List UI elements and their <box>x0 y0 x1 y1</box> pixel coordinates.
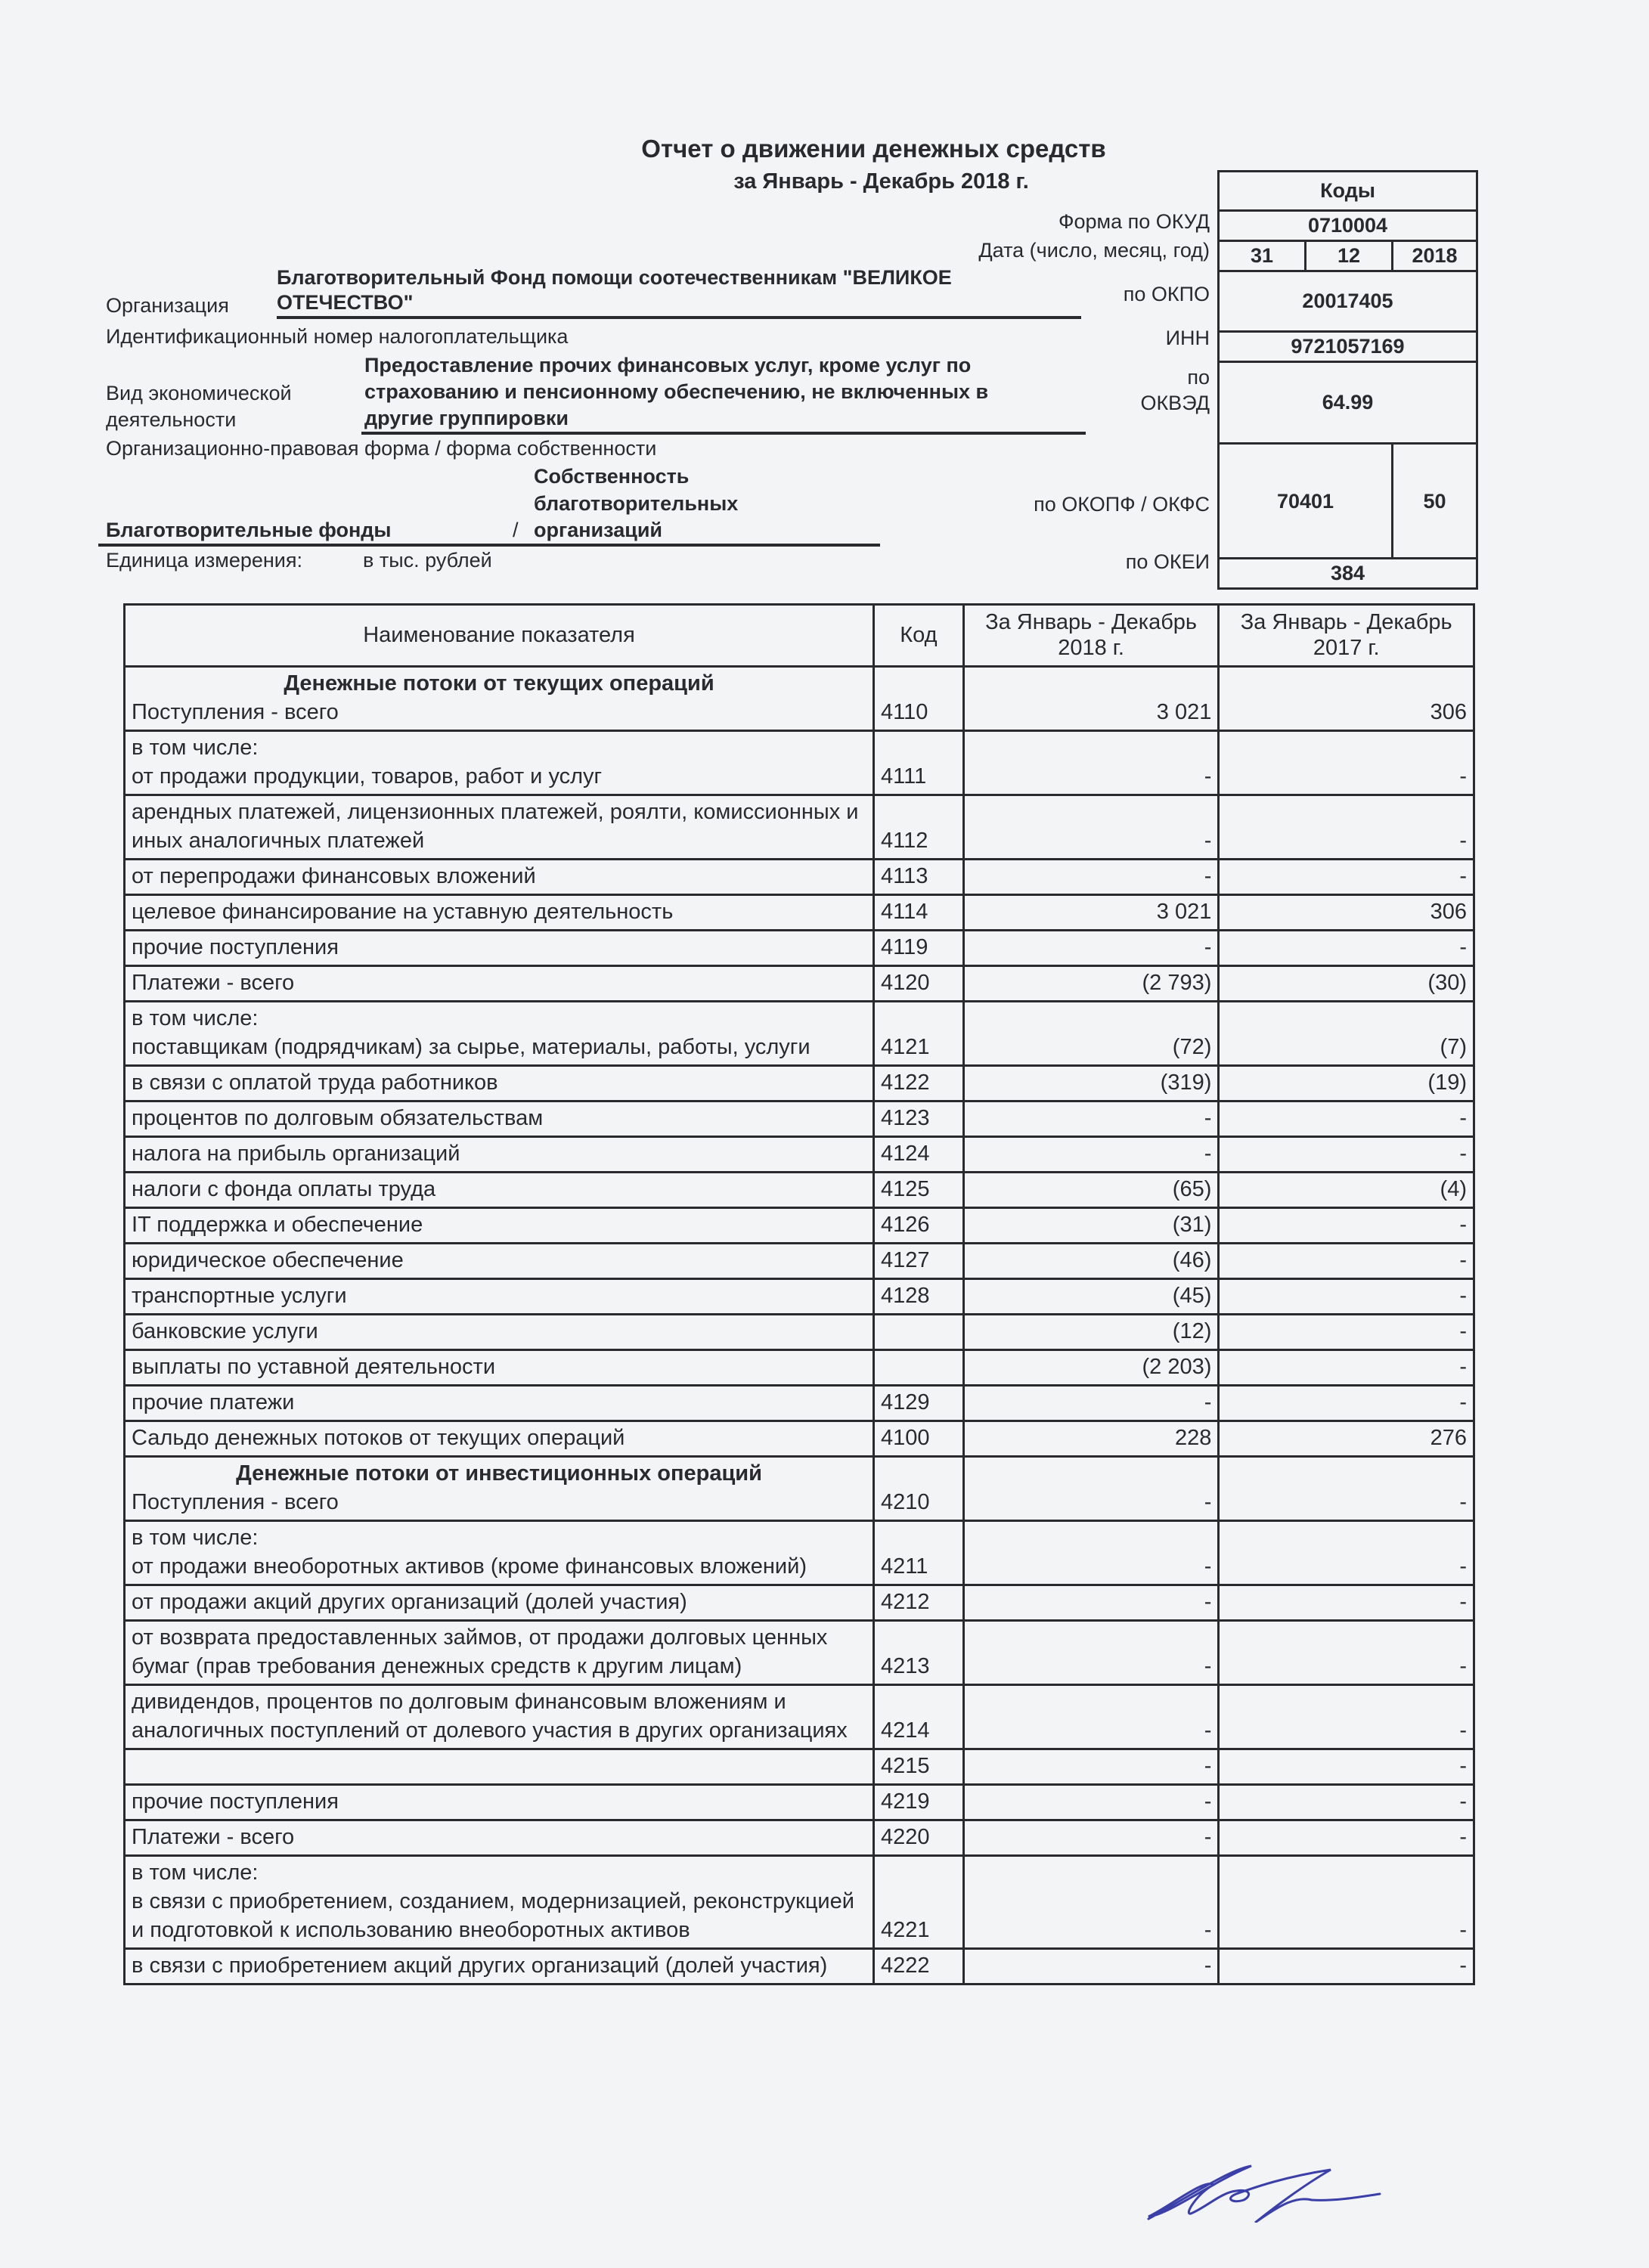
cell-2017: - <box>1219 1208 1474 1244</box>
cell-code: 4125 <box>874 1173 964 1208</box>
cell-2018: - <box>963 1101 1219 1137</box>
row-label: от продажи продукции, товаров, работ и услуг <box>132 764 603 789</box>
cell-2018: - <box>963 860 1219 895</box>
cell-2017: - <box>1219 1585 1474 1621</box>
cell-2018: - <box>963 1386 1219 1421</box>
table-row <box>125 1421 1474 1457</box>
cell-2018: (2 793) <box>963 966 1219 1002</box>
cell-code: 4110 <box>874 667 964 731</box>
cell-code: 4212 <box>874 1585 964 1621</box>
cell-2017: - <box>1219 1457 1474 1521</box>
table-row <box>125 1315 1474 1350</box>
cell-name <box>125 731 874 795</box>
cell-code: 4122 <box>874 1066 964 1101</box>
row-label: в связи с оплатой труда работников <box>132 1070 498 1095</box>
cell-2018: - <box>963 1457 1219 1521</box>
cell-2018: 3 021 <box>963 667 1219 731</box>
row-label: Платежи - всего <box>132 1825 295 1849</box>
cell-2017: - <box>1219 931 1474 966</box>
cell-2017: - <box>1219 1521 1474 1585</box>
table-row <box>125 1621 1474 1685</box>
inn-value: 9721057169 <box>1219 332 1477 362</box>
table-row <box>125 1856 1474 1949</box>
date-year: 2018 <box>1393 241 1477 271</box>
row-label: выплаты по уставной деятельности <box>132 1355 496 1379</box>
cell-code <box>874 1350 964 1386</box>
cell-2017: - <box>1219 1749 1474 1785</box>
cell-code: 4127 <box>874 1244 964 1279</box>
cell-2017: - <box>1219 1137 1474 1173</box>
section-title: Денежные потоки от инвестиционных операций <box>236 1461 762 1486</box>
cell-2017: - <box>1219 860 1474 895</box>
row-label: налоги с фонда оплаты труда <box>132 1177 436 1201</box>
cell-code: 4215 <box>874 1749 964 1785</box>
org-name-line2: ОТЕЧЕСТВО" <box>277 291 1081 319</box>
legal-form-value <box>98 519 880 547</box>
cell-2017: (19) <box>1219 1066 1474 1101</box>
cell-name <box>125 1350 874 1386</box>
cell-name <box>125 667 874 731</box>
table-row <box>125 1820 1474 1856</box>
table-row <box>125 1785 1474 1820</box>
cell-name <box>125 1244 874 1279</box>
cell-code: 4126 <box>874 1208 964 1244</box>
table-row <box>125 1244 1474 1279</box>
cell-2018: - <box>963 1621 1219 1685</box>
cell-2017: - <box>1219 795 1474 860</box>
cell-code: 4220 <box>874 1820 964 1856</box>
cell-code: 4111 <box>874 731 964 795</box>
row-label: Сальдо денежных потоков от текущих операций <box>132 1426 625 1450</box>
row-label: Поступления - всего <box>132 700 339 724</box>
cell-2018: (12) <box>963 1315 1219 1350</box>
row-label: целевое финансирование на уставную деятельность <box>132 900 674 924</box>
cell-code: 4211 <box>874 1521 964 1585</box>
date-month: 12 <box>1306 241 1393 271</box>
row-label: налога на прибыль организаций <box>132 1142 460 1166</box>
table-body <box>125 667 1474 1984</box>
cell-code: 4114 <box>874 895 964 931</box>
unit-value: в тыс. рублей <box>363 549 492 572</box>
cell-name <box>125 1820 874 1856</box>
row-label: в связи с приобретением акций других организаций (долей участия) <box>132 1954 828 1978</box>
cell-name <box>125 931 874 966</box>
cell-2017: - <box>1219 731 1474 795</box>
table-row <box>125 795 1474 860</box>
row-label: от перепродажи финансовых вложений <box>132 864 536 888</box>
cell-2018: (72) <box>963 1002 1219 1066</box>
table-row <box>125 731 1474 795</box>
row-label: арендных платежей, лицензионных платежей, роялти, комиссионных и иных аналогичных платежей <box>132 800 859 853</box>
cell-code <box>874 1315 964 1350</box>
row-label: от продажи акций других организаций (долей участия) <box>132 1590 687 1614</box>
table-row <box>125 931 1474 966</box>
cell-code: 4219 <box>874 1785 964 1820</box>
cell-2018: (319) <box>963 1066 1219 1101</box>
cell-2018: (65) <box>963 1173 1219 1208</box>
cell-code: 4113 <box>874 860 964 895</box>
table-row <box>125 966 1474 1002</box>
okfs-value: 50 <box>1393 444 1477 559</box>
cell-2018: - <box>963 731 1219 795</box>
cell-2018: - <box>963 931 1219 966</box>
cell-code: 4214 <box>874 1685 964 1749</box>
table-row <box>125 1101 1474 1137</box>
row-label: от продажи внеоборотных активов (кроме финансовых вложений) <box>132 1554 807 1579</box>
cell-code: 4129 <box>874 1386 964 1421</box>
cell-name <box>125 1421 874 1457</box>
cell-2018: (46) <box>963 1244 1219 1279</box>
cell-name <box>125 1521 874 1585</box>
cell-name <box>125 1386 874 1421</box>
subitem-intro: в том числе: <box>132 736 259 760</box>
okopf-value: 70401 <box>1219 444 1393 559</box>
cell-code: 4128 <box>874 1279 964 1315</box>
cell-code: 4120 <box>874 966 964 1002</box>
subitem-intro: в том числе: <box>132 1861 259 1885</box>
cell-name <box>125 860 874 895</box>
table-row <box>125 1949 1474 1984</box>
cell-2017: - <box>1219 1315 1474 1350</box>
cell-name <box>125 966 874 1002</box>
okud-label: Форма по ОКУД <box>1058 210 1210 233</box>
row-label: дивидендов, процентов по долговым финансовым вложениям и аналогичных поступлений от долевого участия в других организациях <box>132 1690 848 1743</box>
cell-name <box>125 1856 874 1949</box>
row-label: прочие поступления <box>132 935 339 959</box>
legal-form-slash: / <box>513 519 519 541</box>
cell-2017: - <box>1219 1350 1474 1386</box>
col-header-2018: За Январь - Декабрь 2018 г. <box>963 605 1219 667</box>
cell-2017: - <box>1219 1386 1474 1421</box>
okpo-label: по ОКПО <box>1123 283 1210 305</box>
cell-2017: - <box>1219 1685 1474 1749</box>
ownership-line3: организаций <box>534 519 663 541</box>
cell-2018: 3 021 <box>963 895 1219 931</box>
cell-name <box>125 1208 874 1244</box>
cell-code: 4119 <box>874 931 964 966</box>
row-label: поставщикам (подрядчикам) за сырье, материалы, работы, услуги <box>132 1035 811 1059</box>
table-row <box>125 1002 1474 1066</box>
table-row <box>125 860 1474 895</box>
cell-name <box>125 1279 874 1315</box>
cell-name <box>125 1173 874 1208</box>
cell-name <box>125 1585 874 1621</box>
cell-code: 4121 <box>874 1002 964 1066</box>
subitem-intro: в том числе: <box>132 1526 259 1550</box>
cell-2017: - <box>1219 1244 1474 1279</box>
table-row <box>125 1173 1474 1208</box>
col-header-name: Наименование показателя <box>125 605 874 667</box>
row-label: банковские услуги <box>132 1319 318 1343</box>
cell-name <box>125 795 874 860</box>
table-row <box>125 1279 1474 1315</box>
cell-2018: - <box>963 1749 1219 1785</box>
cell-name <box>125 1949 874 1984</box>
date-label: Дата (число, месяц, год) <box>978 239 1210 262</box>
table-row <box>125 1457 1474 1521</box>
row-label: прочие платежи <box>132 1390 295 1414</box>
cell-code: 4221 <box>874 1856 964 1949</box>
cell-name <box>125 1101 874 1137</box>
cell-2017: - <box>1219 1949 1474 1984</box>
okved-value: 64.99 <box>1219 362 1477 444</box>
cell-name <box>125 1785 874 1820</box>
table-row <box>125 1685 1474 1749</box>
cell-name <box>125 1066 874 1101</box>
cell-2018: - <box>963 1856 1219 1949</box>
signature-icon <box>1138 2147 1395 2223</box>
legal-form-label: Организационно-правовая форма / форма собственности <box>106 437 657 460</box>
cell-2017: 276 <box>1219 1421 1474 1457</box>
okei-value: 384 <box>1219 559 1477 589</box>
row-label: прочие поступления <box>132 1789 339 1814</box>
cell-name <box>125 1621 874 1685</box>
cell-2018: 228 <box>963 1421 1219 1457</box>
subitem-intro: в том числе: <box>132 1006 259 1030</box>
table-row <box>125 1066 1474 1101</box>
cell-2018: - <box>963 1949 1219 1984</box>
cell-name <box>125 1457 874 1521</box>
table-row <box>125 1208 1474 1244</box>
cell-2018: (31) <box>963 1208 1219 1244</box>
cell-code: 4100 <box>874 1421 964 1457</box>
okei-label: по ОКЕИ <box>1125 550 1210 573</box>
cell-2018: - <box>963 1521 1219 1585</box>
cell-code: 4222 <box>874 1949 964 1984</box>
table-row <box>125 1585 1474 1621</box>
table-row <box>125 1137 1474 1173</box>
table-row <box>125 895 1474 931</box>
cell-2017: - <box>1219 1856 1474 1949</box>
row-label: от возврата предоставленных займов, от продажи долговых ценных бумаг (прав требования денежных средств к другим лицам) <box>132 1625 828 1678</box>
cash-flow-table <box>123 603 1475 1985</box>
okpo-value: 20017405 <box>1219 271 1477 332</box>
report-period: за Январь - Декабрь 2018 г. <box>733 169 1029 194</box>
cell-2017: - <box>1219 1621 1474 1685</box>
cell-2018: - <box>963 1820 1219 1856</box>
cell-2017: - <box>1219 1101 1474 1137</box>
cell-name <box>125 1137 874 1173</box>
legal-form: Благотворительные фонды <box>106 519 392 541</box>
row-label: транспортные услуги <box>132 1284 347 1308</box>
ownership-line2: благотворительных <box>534 492 739 515</box>
cell-2017: - <box>1219 1279 1474 1315</box>
row-label: IT поддержка и обеспечение <box>132 1213 423 1237</box>
cell-2018: - <box>963 1585 1219 1621</box>
codes-heading: Коды <box>1219 172 1477 211</box>
cell-2018: (45) <box>963 1279 1219 1315</box>
codes-box <box>1217 170 1478 590</box>
page-title: Отчет о движении денежных средств <box>641 135 1106 163</box>
cell-code: 4210 <box>874 1457 964 1521</box>
cell-2017: (7) <box>1219 1002 1474 1066</box>
cell-2018: (2 203) <box>963 1350 1219 1386</box>
cell-2018: - <box>963 1137 1219 1173</box>
row-label: Платежи - всего <box>132 971 295 995</box>
col-header-code: Код <box>874 605 964 667</box>
activity-label-2: деятельности <box>106 408 237 431</box>
row-label: юридическое обеспечение <box>132 1248 404 1272</box>
section-title: Денежные потоки от текущих операций <box>284 671 714 696</box>
cell-name <box>125 1315 874 1350</box>
row-label: процентов по долговым обязательствам <box>132 1106 544 1130</box>
cell-name <box>125 895 874 931</box>
okved-label-1: по <box>1187 366 1210 389</box>
org-name-line1: Благотворительный Фонд помощи соотечественникам "ВЕЛИКОЕ <box>277 266 952 289</box>
cell-name <box>125 1749 874 1785</box>
table-row <box>125 1386 1474 1421</box>
activity-label-1: Вид экономической <box>106 382 292 404</box>
cell-2018: - <box>963 1685 1219 1749</box>
date-day: 31 <box>1219 241 1306 271</box>
activity-line2: страхованию и пенсионному обеспечению, не включенных в <box>364 380 989 403</box>
cell-2017: (4) <box>1219 1173 1474 1208</box>
okopf-label: по ОКОПФ / ОКФС <box>1034 493 1210 516</box>
ownership-line1: Собственность <box>534 465 690 488</box>
cell-2018: - <box>963 1785 1219 1820</box>
cell-code: 4213 <box>874 1621 964 1685</box>
cell-name <box>125 1685 874 1749</box>
cell-code: 4124 <box>874 1137 964 1173</box>
inn-label: ИНН <box>1165 327 1210 349</box>
cell-2017: 306 <box>1219 667 1474 731</box>
cell-2017: (30) <box>1219 966 1474 1002</box>
activity-line1: Предоставление прочих финансовых услуг, кроме услуг по <box>364 354 972 376</box>
okud-value: 0710004 <box>1219 211 1477 241</box>
table-row <box>125 1350 1474 1386</box>
cell-2018: - <box>963 795 1219 860</box>
okved-label-2: ОКВЭД <box>1140 392 1210 414</box>
inn-long-label: Идентификационный номер налогоплательщика <box>106 325 569 348</box>
col-header-2017: За Январь - Декабрь 2017 г. <box>1219 605 1474 667</box>
activity-line3: другие группировки <box>361 407 1086 435</box>
cell-code: 4123 <box>874 1101 964 1137</box>
table-row <box>125 667 1474 731</box>
cell-name <box>125 1002 874 1066</box>
cell-2017: - <box>1219 1820 1474 1856</box>
table-row <box>125 1749 1474 1785</box>
cell-2017: 306 <box>1219 895 1474 931</box>
unit-label: Единица измерения: <box>106 549 303 572</box>
table-row <box>125 1521 1474 1585</box>
cell-2017: - <box>1219 1785 1474 1820</box>
row-label: в связи с приобретением, созданием, модернизацией, реконструкцией и подготовкой к использованию внеоборотных активов <box>132 1889 854 1942</box>
row-label: Поступления - всего <box>132 1490 339 1514</box>
org-label: Организация <box>106 294 229 317</box>
cell-code: 4112 <box>874 795 964 860</box>
